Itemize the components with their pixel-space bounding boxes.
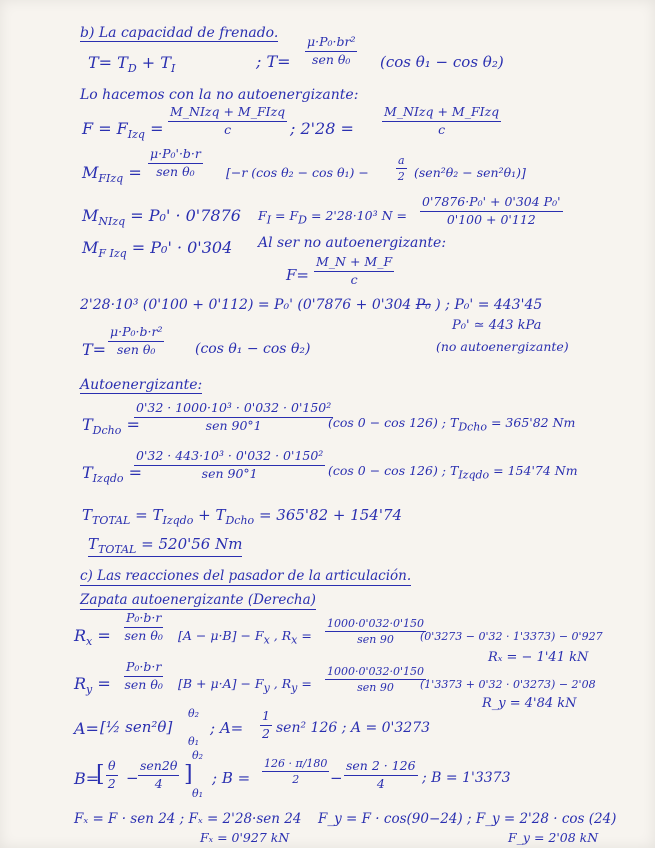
section-heading-b: b) La capacidad de frenado. <box>80 25 279 41</box>
result-a: sen² 126 ; A = 0'3273 <box>276 720 431 736</box>
limit-b-upper: θ₂ <box>192 749 204 762</box>
bracket-open: [ <box>96 762 105 787</box>
fraction-moments-1: M_NIzq + M_FIzq c <box>170 104 286 137</box>
text-no-autoenergizante: Lo hacemos con la no autoenergizante: <box>80 87 359 103</box>
equation-t-label: ; T= <box>256 52 291 71</box>
fraction-moments-2: M_NIzq + M_FIzq c <box>384 104 500 137</box>
fraction-a-half-2: $\frac{1}{2}$ <box>262 708 270 741</box>
equation-ry-value: (1'3373 + 0'32 · 0'3273) − 2'08 <box>420 678 596 691</box>
fraction-torque: μ·P₀·br² sen θ₀ <box>307 34 356 67</box>
fraction-rx: P₀·b·r sen θ₀ <box>124 610 163 643</box>
fraction-theta-half: $\frac{\theta}{2}$ <box>107 758 116 791</box>
equation-a-bracket: [½ sen²θ] <box>100 718 173 736</box>
fraction-a-half: $\frac{a}{2}$ <box>397 154 405 183</box>
equation-f-equals: F= <box>286 266 309 284</box>
result-rx: Rₓ = − 1'41 kN <box>488 650 589 665</box>
result-po: P₀' ≃ 443 kPa <box>452 318 542 333</box>
limit-b-lower: θ₁ <box>192 787 204 800</box>
equation-ry: $R_y$ = <box>74 674 111 697</box>
equation-t-2: T= <box>82 340 107 359</box>
equation-mf-izq: $M_{FIzq}$ = <box>82 163 142 186</box>
section-heading-c: c) Las reacciones del pasador de la articulación. <box>80 568 412 584</box>
equation-b-eq: ; B = <box>212 769 251 787</box>
equation-t-dcho-result: (cos 0 − cos 126) ; $T_{Dcho} = 365'82$ Nm <box>328 415 576 434</box>
equation-t-izqdo-result: (cos 0 − cos 126) ; $T_{Izqdo} = 154'74$ Nm <box>328 463 578 482</box>
fraction-rx-2: 1000·0'032·0'150 sen 90 <box>327 617 425 646</box>
heading-zapata: Zapata autoenergizante (Derecha) <box>80 592 316 608</box>
equation-cos-diff-2: (cos θ₁ − cos θ₂) <box>195 341 311 357</box>
equation-fy: F_y = F · cos(90−24) ; F_y = 2'28 · cos (24) <box>318 811 617 827</box>
equation-t-sum: $T= T_D + T_I$ <box>88 53 176 76</box>
heading-autoenergizante: Autoenergizante: <box>80 377 203 393</box>
equation-rx-bracket: $[A - \mu\cdot B] - F_x$ , $R_x$ = <box>178 628 312 647</box>
note-no-autoenergizante: (no autoenergizante) <box>436 339 569 354</box>
equation-t-izqdo: $T_{Izqdo}$ = <box>82 463 143 486</box>
equation-228: ; 2'28 = <box>290 119 354 138</box>
equation-mn-izq: $M_{NIzq} = P_0' \cdot 0'7876$ <box>82 206 241 229</box>
fraction-po: $\frac{\text{0'7876·P₀' + 0'304 P₀'}}{0'100 + 0'112}$ <box>422 194 561 227</box>
fraction-ry: P₀·b·r sen θ₀ <box>124 659 163 692</box>
equation-fi-fd: $F_I = F_D = 2'28\cdot 10^3$ N = <box>258 208 407 227</box>
equation-ry-bracket: $[B + \mu\cdot A] - F_y$ , $R_y$ = <box>178 676 312 695</box>
equation-mf-sen: (sen²θ₂ − sen²θ₁)] <box>414 165 526 180</box>
text-al-ser: Al ser no autoenergizante: <box>258 235 447 251</box>
fraction-ry-2: 1000·0'032·0'150 sen 90 <box>327 665 425 694</box>
equation-a-eq: ; A= <box>210 719 244 737</box>
limit-a-lower: θ₁ <box>188 735 200 748</box>
equation-fx: Fₓ = F · sen 24 ; Fₓ = 2'28·sen 24 <box>74 811 302 827</box>
minus-b: − <box>126 769 139 787</box>
result-fy: F_y = 2'08 kN <box>508 830 599 845</box>
equation-rx-value: (0'3273 − 0'32 · 1'3373) − 0'927 <box>420 630 603 643</box>
equation-b-def: B= <box>74 769 100 788</box>
equation-mf-bracket: [−r (cos θ₂ − cos θ₁) − <box>226 165 369 180</box>
equation-rx: $R_x$ = <box>74 626 111 649</box>
result-b: ; B = 1'3373 <box>422 770 511 786</box>
equation-t-dcho: $T_{Dcho}$ = <box>82 415 140 438</box>
limit-a-upper: θ₂ <box>188 707 200 720</box>
bracket-close: ] <box>184 762 193 787</box>
equation-mf-izq-2: $M_{F Izq} = P_0' \cdot 0'304$ <box>82 238 233 261</box>
result-fx: Fₓ = 0'927 kN <box>200 830 290 845</box>
fraction-sen2theta: sen2θ 4 <box>140 758 178 791</box>
fraction-mf: μ·P₀'·b·r sen θ₀ <box>150 146 201 179</box>
fraction-mn-mf: $\frac{M\_N + M\_F}{c}$ <box>316 254 393 287</box>
minus-b-2: − <box>330 769 343 787</box>
equation-cos-diff: (cos θ₁ − cos θ₂) <box>380 53 504 71</box>
fraction-sen-252: sen 2 · 126 4 <box>346 758 416 791</box>
equation-po-solve: 2'28·10³ (0'100 + 0'112) = P₀' (0'7876 + 0'304 P₀ ) ; P₀' = 443'45 <box>80 297 543 313</box>
equation-f-izq: $F = F_{Izq}$ = <box>82 119 164 142</box>
equation-a-def: A= <box>74 719 99 738</box>
fraction-t-dcho: 0'32 · 1000·10³ · 0'032 · 0'150² sen 90°1 <box>136 400 332 433</box>
fraction-torque-2: μ·P₀·b·r² sen θ₀ <box>110 324 163 357</box>
result-t-total: $T_{TOTAL} = 520'56$ Nm <box>88 535 243 556</box>
fraction-t-izqdo: 0'32 · 443·10³ · 0'032 · 0'150² sen 90°1 <box>136 448 324 481</box>
fraction-126-pi: $\frac{126 \cdot \pi/180}{2}$ <box>264 757 328 786</box>
result-ry: R_y = 4'84 kN <box>482 696 577 711</box>
equation-t-total: $T_{TOTAL} = T_{Izqdo} + T_{Dcho} = 365'82 + 154'74$ <box>82 506 403 527</box>
